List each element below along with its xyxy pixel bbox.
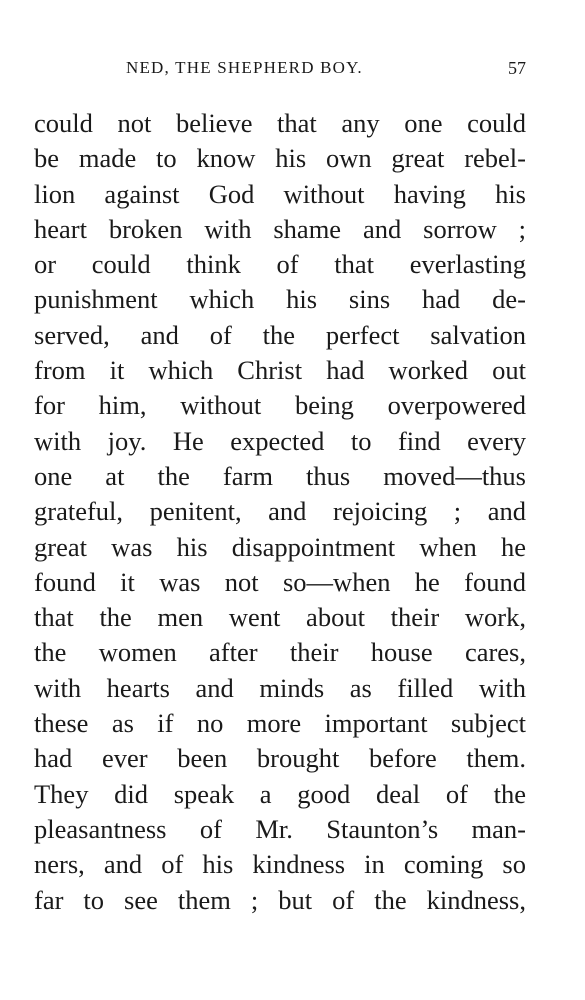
text-line: far to see them ; but of the kindness, bbox=[34, 884, 526, 915]
page-number: 57 bbox=[508, 58, 526, 78]
running-head bbox=[34, 58, 526, 88]
text-line: great was his disappointment when he bbox=[34, 531, 526, 562]
text-line: They did speak a good deal of the bbox=[34, 778, 526, 809]
running-title: NED, THE SHEPHERD BOY. bbox=[126, 58, 363, 77]
text-line: found it was not so—when he found bbox=[34, 566, 526, 597]
body-text bbox=[34, 106, 526, 918]
text-line: from it which Christ had worked out bbox=[34, 355, 526, 386]
text-line: that the men went about their work, bbox=[34, 602, 526, 633]
text-line: punishment which his sins had de- bbox=[34, 284, 526, 315]
text-line: ners, and of his kindness in coming so bbox=[34, 849, 526, 880]
text-line: with hearts and minds as filled with bbox=[34, 672, 526, 703]
text-line: heart broken with shame and sorrow ; bbox=[34, 213, 526, 244]
text-line: grateful, penitent, and rejoicing ; and bbox=[34, 496, 526, 527]
text-line: served, and of the perfect salvation bbox=[34, 319, 526, 350]
text-line: for him, without being overpowered bbox=[34, 390, 526, 421]
text-line: lion against God without having his bbox=[34, 178, 526, 209]
text-line: or could think of that everlasting bbox=[34, 249, 526, 280]
text-line: one at the farm thus moved—thus bbox=[34, 460, 526, 491]
text-line: with joy. He expected to find every bbox=[34, 425, 526, 456]
text-line: pleasantness of Mr. Staunton’s man- bbox=[34, 813, 526, 844]
text-line: the women after their house cares, bbox=[34, 637, 526, 668]
text-line: these as if no more important subject bbox=[34, 708, 526, 739]
text-line: be made to know his own great rebel- bbox=[34, 143, 526, 174]
text-line: could not believe that any one could bbox=[34, 108, 526, 138]
text-line: had ever been brought before them. bbox=[34, 743, 526, 774]
